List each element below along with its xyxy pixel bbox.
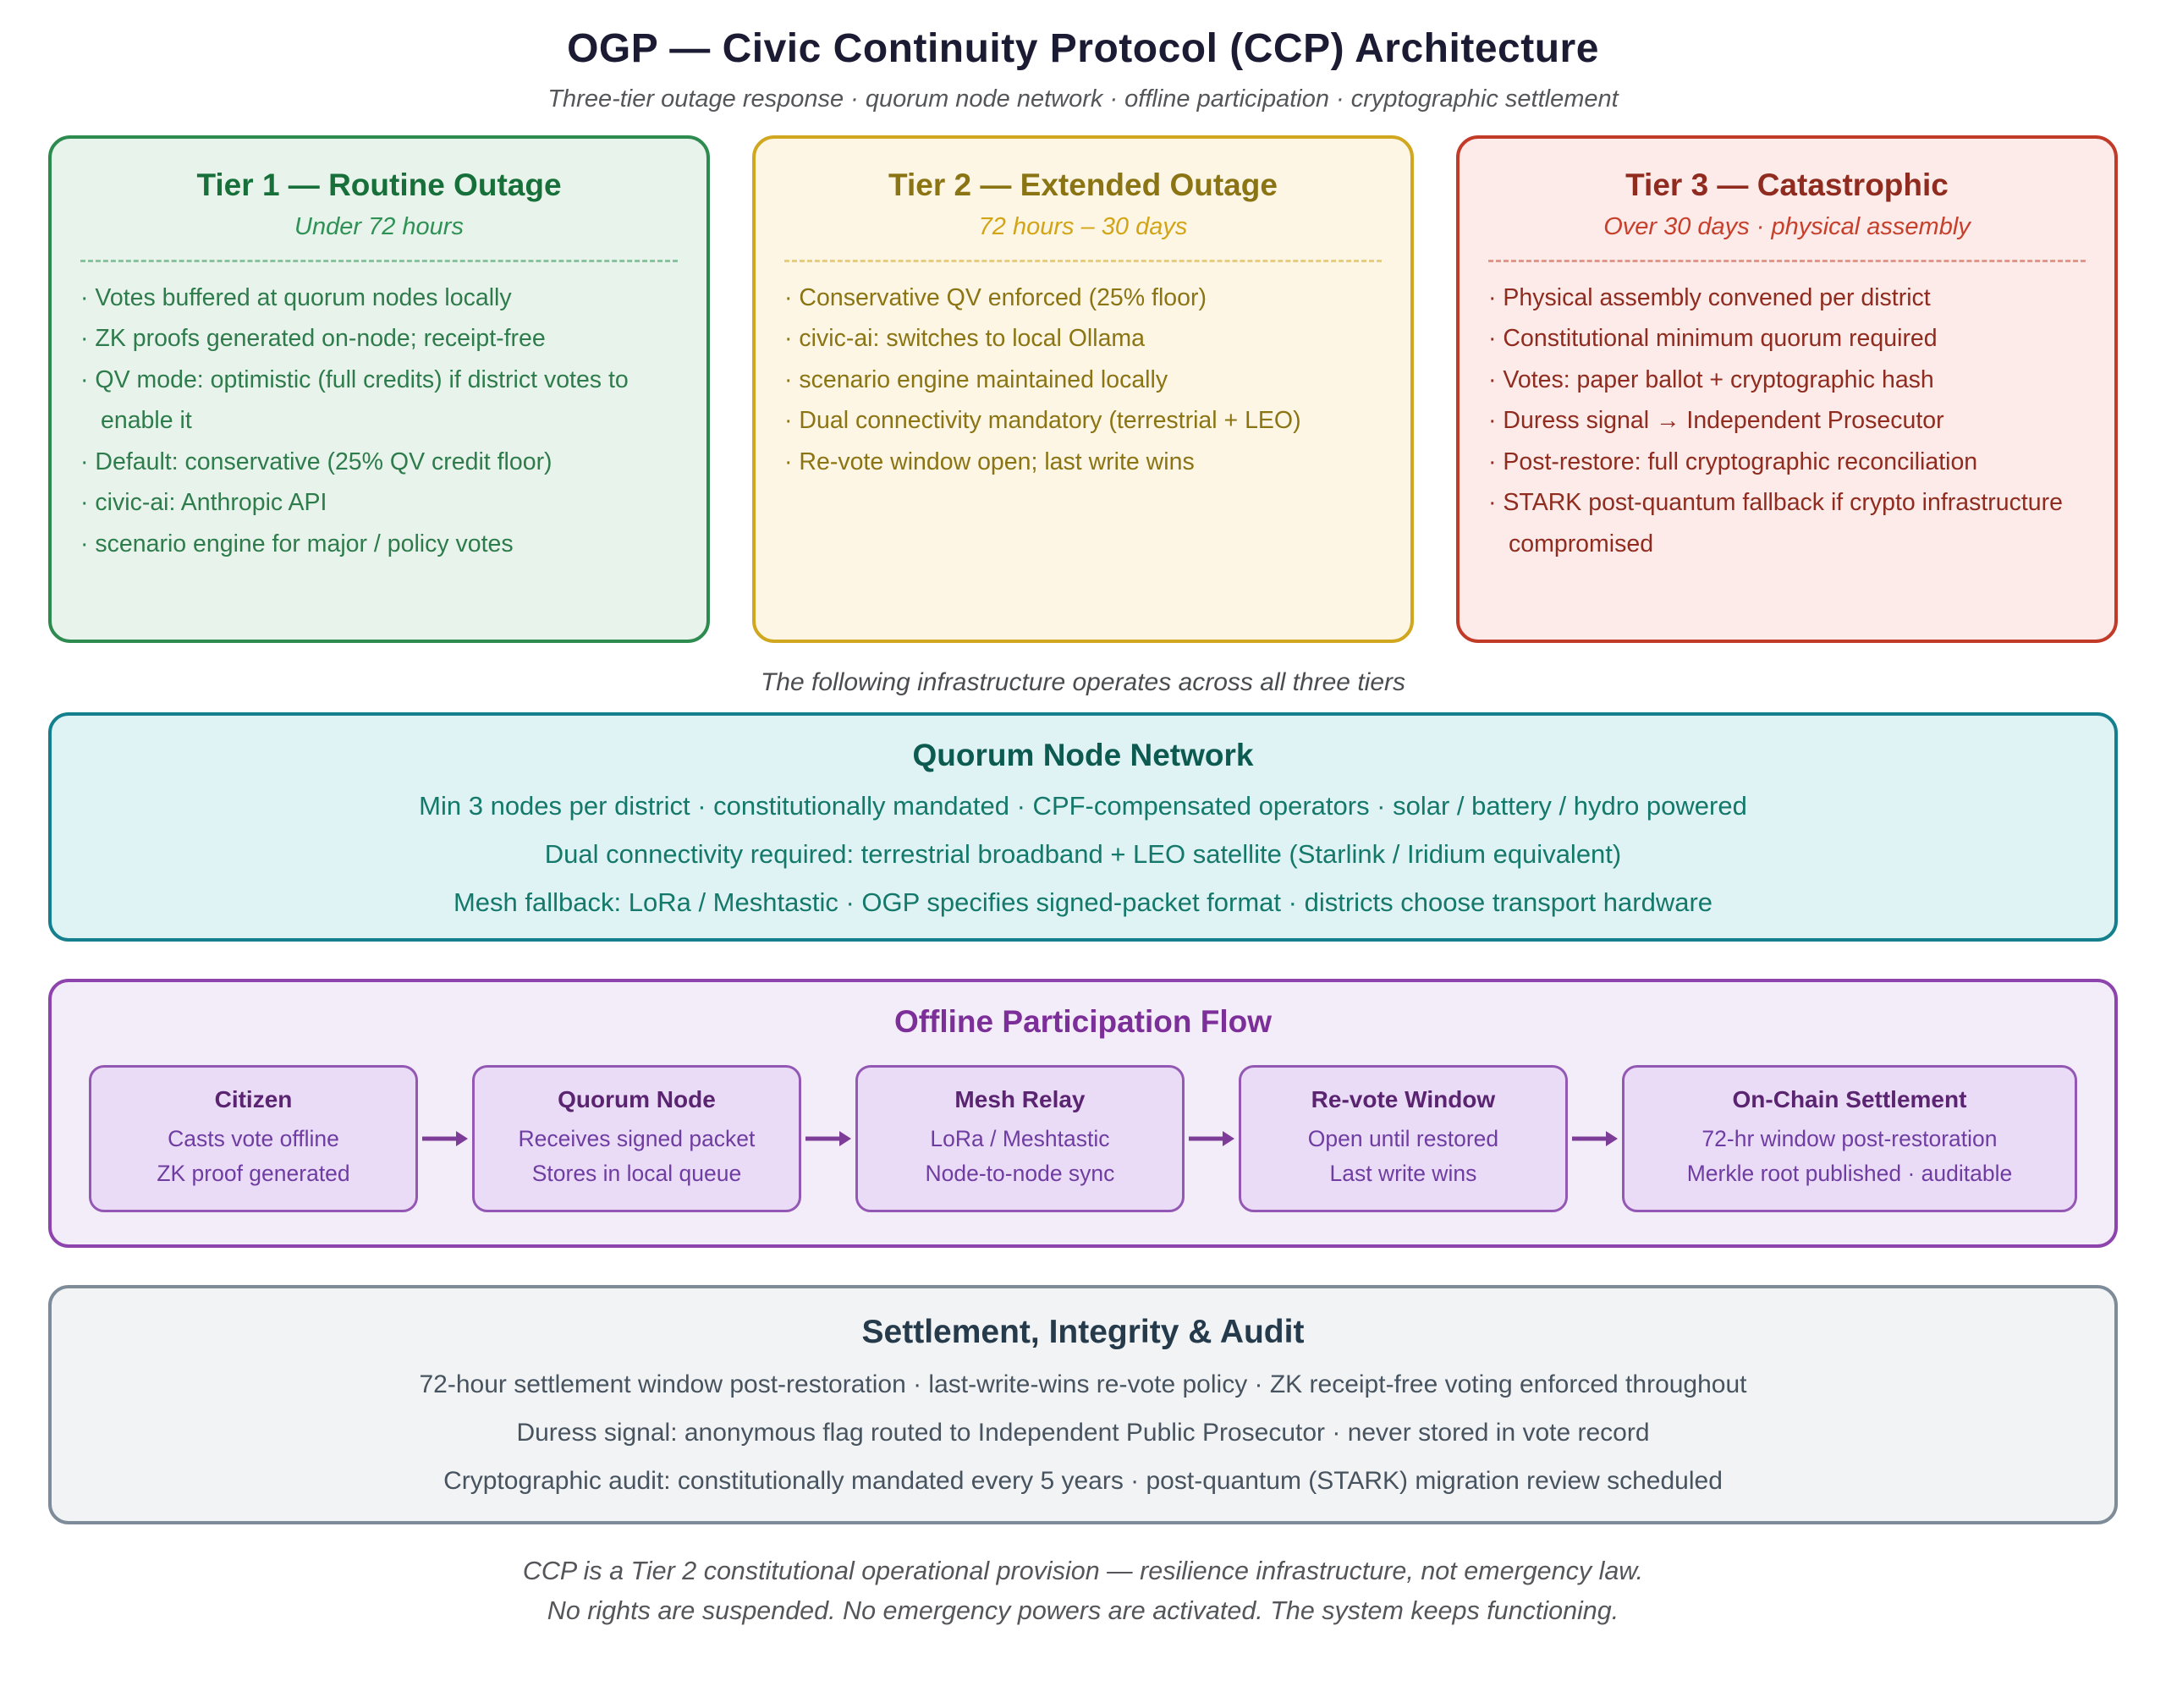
settlement-line: 72-hour settlement window post-restoration · last-write-wins re-vote policy · ZK receipt-free voting enforced throughout: [419, 1370, 1747, 1399]
tier-row: [48, 135, 2118, 643]
tier1-divider: [80, 260, 678, 262]
tier2-item: · Conservative QV enforced (25% floor): [784, 284, 1207, 311]
tier1-item: · QV mode: optimistic (full credits) if district votes to enable it: [80, 365, 629, 435]
settlement-line: Duress signal: anonymous flag routed to Independent Public Prosecutor · never stored in vote record: [516, 1419, 1650, 1447]
tier1-item: · Votes buffered at quorum nodes locally: [80, 284, 512, 311]
quorum-title: Quorum Node Network: [912, 738, 1254, 772]
settlement-line: Cryptographic audit: constitutionally mandated every 5 years · post-quantum (STARK) migration review scheduled: [443, 1467, 1723, 1496]
tier3-title: Tier 3 — Catastrophic: [1625, 168, 1949, 202]
tier1-item: · civic-ai: Anthropic API: [80, 489, 327, 517]
tier3-item: · Constitutional minimum quorum required: [1488, 325, 1938, 353]
quorum-node-network-box: [48, 712, 2118, 942]
flow-step-title: Mesh Relay: [954, 1086, 1086, 1112]
flow-step-line: Last write wins: [1329, 1161, 1477, 1187]
tier3-divider: [1488, 260, 2086, 262]
page-subtitle: Three-tier outage response · quorum node network · offline participation · cryptographic settlement: [547, 85, 1619, 113]
flow-step-line: LoRa / Meshtastic: [930, 1126, 1110, 1151]
quorum-line: Mesh fallback: LoRa / Meshtastic · OGP specifies signed-packet format · districts choose transport hardware: [453, 887, 1713, 917]
arrow-right-icon: [418, 1065, 472, 1212]
flow-title: Offline Participation Flow: [893, 1004, 1273, 1039]
tier3-catastrophic-box: [1456, 135, 2118, 643]
quorum-line: Min 3 nodes per district · constitutionally mandated · CPF-compensated operators · solar / battery / hydro powered: [419, 791, 1747, 821]
offline-participation-flow-box: [48, 979, 2118, 1248]
tier2-extended-outage-box: [752, 135, 1414, 643]
arrow-right-icon: [1185, 1065, 1239, 1212]
tier3-subtitle: Over 30 days · physical assembly: [1603, 213, 1971, 240]
flow-step-revote-window: [1239, 1065, 1568, 1212]
arrow-right-icon: [801, 1065, 855, 1212]
tier1-title: Tier 1 — Routine Outage: [196, 168, 562, 202]
flow-step-line: Merkle root published · auditable: [1686, 1161, 2013, 1187]
flow-step-onchain-settlement: [1622, 1065, 2077, 1212]
page-title: OGP — Civic Continuity Protocol (CCP) Architecture: [567, 26, 1599, 71]
flow-step-title: Citizen: [214, 1086, 293, 1112]
flow-steps-row: [89, 1065, 2077, 1212]
flow-step-title: Quorum Node: [558, 1086, 716, 1112]
flow-step-title: On-Chain Settlement: [1732, 1086, 1967, 1112]
tier2-divider: [784, 260, 1382, 262]
tier1-item: · scenario engine for major / policy votes: [80, 530, 514, 557]
tier1-subtitle: Under 72 hours: [294, 213, 464, 240]
tier1-item: · ZK proofs generated on-node; receipt-free: [80, 325, 546, 353]
tier2-item: · Dual connectivity mandatory (terrestrial + LEO): [784, 407, 1301, 435]
footer-note-line1: CCP is a Tier 2 constitutional operational provision — resilience infrastructure, not emergency law.: [522, 1557, 1644, 1586]
settlement-title: Settlement, Integrity & Audit: [861, 1314, 1305, 1351]
tier3-item: · Votes: paper ballot + cryptographic hash: [1488, 365, 1934, 393]
tier2-item: · scenario engine maintained locally: [784, 365, 1168, 393]
tier3-item: · STARK post-quantum fallback if crypto infrastructure compromised: [1488, 489, 2063, 557]
flow-step-line: 72-hr window post-restoration: [1701, 1126, 1998, 1151]
tier2-item: · civic-ai: switches to local Ollama: [784, 325, 1146, 353]
flow-step-line: ZK proof generated: [157, 1161, 350, 1187]
flow-step-quorum-node: [472, 1065, 801, 1212]
flow-step-title: Re-vote Window: [1311, 1086, 1496, 1112]
tier2-subtitle: 72 hours – 30 days: [978, 213, 1188, 240]
tier2-title: Tier 2 — Extended Outage: [888, 168, 1278, 202]
tier1-item: · Default: conservative (25% QV credit floor): [80, 448, 552, 475]
flow-step-line: Node-to-node sync: [925, 1161, 1115, 1187]
footer-note-line2: No rights are suspended. No emergency powers are activated. The system keeps functioning.: [547, 1596, 1619, 1626]
flow-step-line: Casts vote offline: [168, 1126, 339, 1151]
tier1-routine-outage-box: [48, 135, 710, 643]
tier2-item: · Re-vote window open; last write wins: [784, 448, 1195, 475]
settlement-integrity-audit-box: [48, 1285, 2118, 1524]
arrow-right-icon: [1568, 1065, 1622, 1212]
flow-step-citizen: [89, 1065, 418, 1212]
tier3-item: · Duress signal → Independent Prosecutor: [1488, 407, 1944, 435]
interstitial-note: The following infrastructure operates across all three tiers: [760, 668, 1405, 696]
flow-step-mesh-relay: [855, 1065, 1185, 1212]
quorum-line: Dual connectivity required: terrestrial broadband + LEO satellite (Starlink / Iridium equivalent): [544, 839, 1622, 869]
flow-step-line: Receives signed packet: [518, 1126, 756, 1151]
flow-step-line: Open until restored: [1307, 1126, 1499, 1151]
tier3-item: · Physical assembly convened per district: [1488, 284, 1931, 311]
tier3-item: · Post-restore: full cryptographic reconciliation: [1488, 448, 1978, 475]
flow-step-line: Stores in local queue: [531, 1161, 742, 1187]
